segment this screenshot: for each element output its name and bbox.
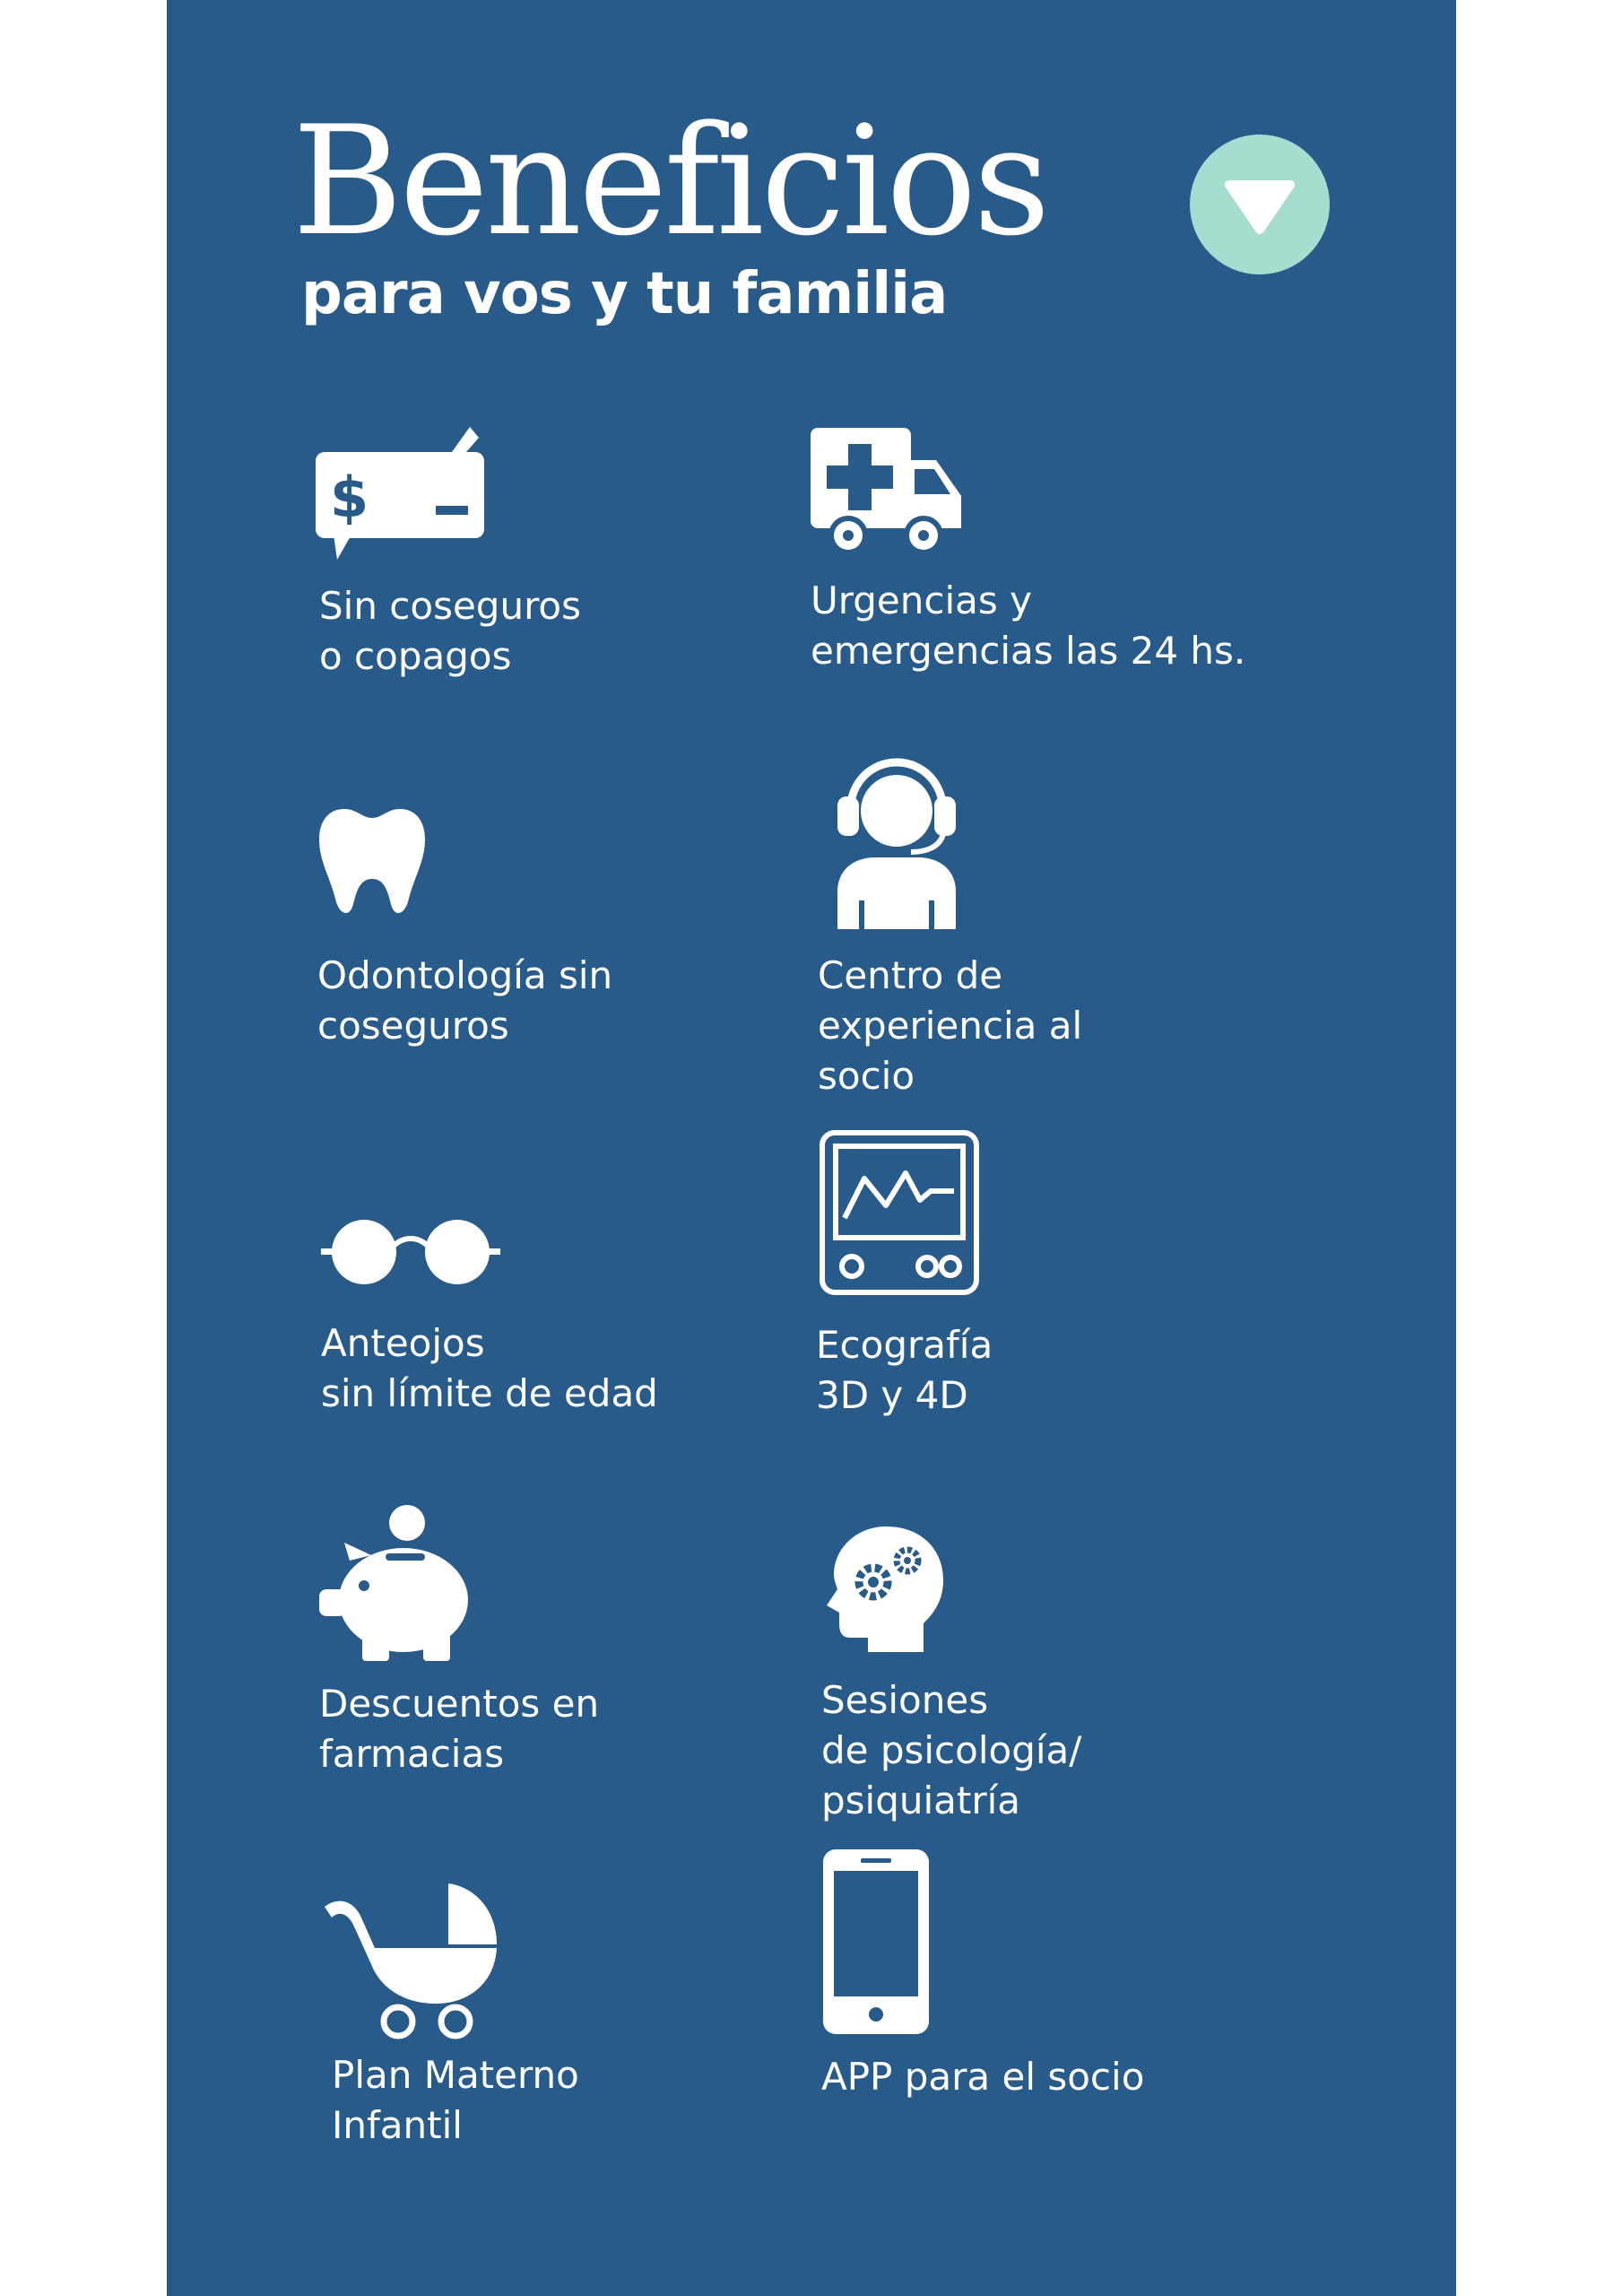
benefit-label-sin-coseguros: Sin coseguros o copagos bbox=[319, 584, 582, 678]
benefit-label-ecografia: Ecografía 3D y 4D bbox=[816, 1323, 993, 1417]
headset-operator-icon bbox=[832, 757, 961, 929]
triangle-down-icon bbox=[1190, 135, 1330, 274]
benefit-label-centro-experiencia: Centro de experiencia al socio bbox=[818, 953, 1083, 1098]
smartphone-icon bbox=[821, 1848, 931, 2036]
glasses-icon bbox=[319, 1216, 502, 1288]
tooth-icon bbox=[317, 805, 427, 920]
ultrasound-monitor-icon bbox=[820, 1130, 979, 1295]
page-title: Beneficios bbox=[292, 93, 1047, 269]
svg-text:$: $ bbox=[330, 465, 369, 530]
page-subtitle: para vos y tu familia bbox=[301, 261, 948, 327]
payment-check-icon bbox=[312, 420, 488, 563]
benefit-label-app: APP para el socio bbox=[821, 2055, 1145, 2099]
ambulance-icon bbox=[809, 426, 963, 559]
benefit-label-plan-materno: Plan Materno Infantil bbox=[332, 2053, 579, 2147]
benefit-label-odontologia: Odontología sin coseguros bbox=[317, 953, 613, 1048]
benefit-label-sesiones: Sesiones de psicología/ psiquiatría bbox=[821, 1678, 1082, 1822]
benefit-label-descuentos: Descuentos en farmacias bbox=[319, 1682, 600, 1776]
head-gears-icon bbox=[823, 1525, 945, 1652]
piggy-bank-icon bbox=[317, 1503, 470, 1661]
benefit-label-urgencias: Urgencias y emergencias las 24 hs. bbox=[811, 578, 1246, 673]
benefit-label-anteojos: Anteojos sin límite de edad bbox=[321, 1321, 658, 1415]
baby-stroller-icon bbox=[321, 1878, 500, 2041]
